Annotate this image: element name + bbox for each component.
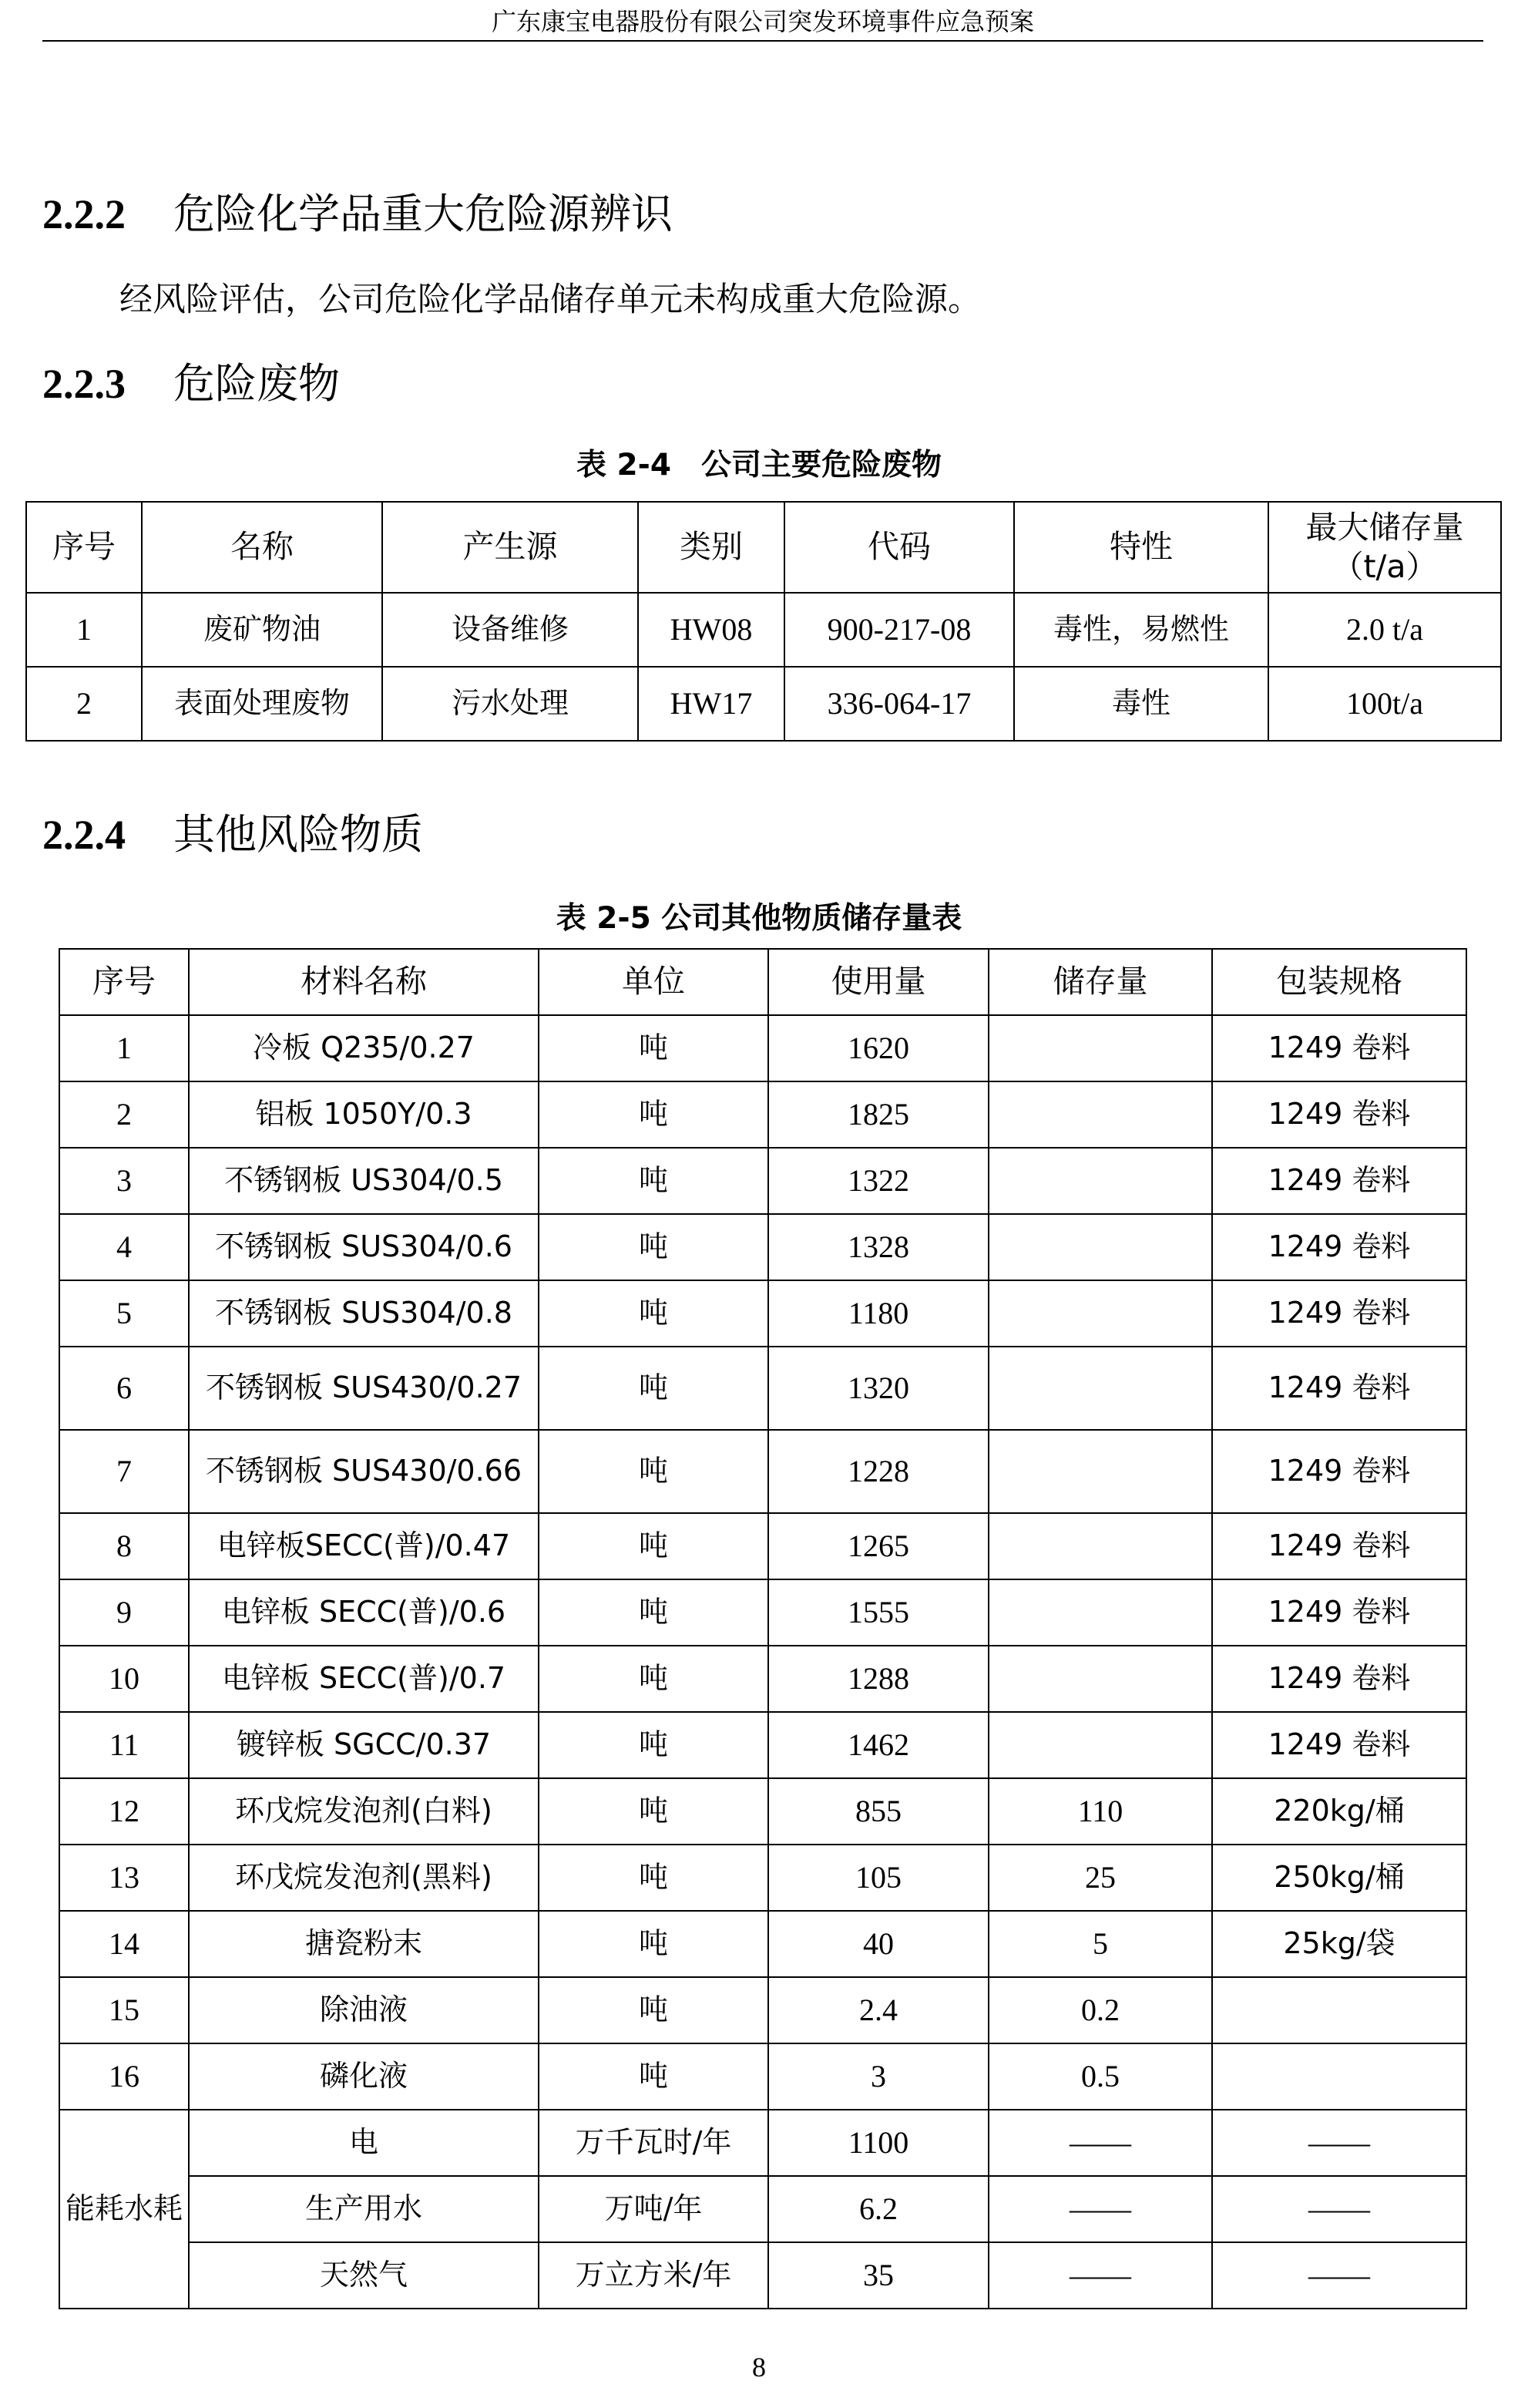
cell <box>989 1579 1212 1646</box>
table-caption: 表 2-4 公司主要危险废物 <box>576 448 942 483</box>
header-cell: 代码 <box>784 502 1014 593</box>
cell: 1249 卷料 <box>1212 1347 1466 1430</box>
cell: 1 <box>26 593 142 667</box>
cell: 污水处理 <box>382 667 638 741</box>
heading-title: 危险化学品重大危险源辨识 <box>173 190 673 238</box>
cell: —— <box>989 2110 1212 2176</box>
cell: 1249 卷料 <box>1212 1712 1466 1778</box>
cell: 6.2 <box>768 2176 989 2242</box>
cell: 吨 <box>539 1430 768 1513</box>
cell: 吨 <box>539 2043 768 2110</box>
cell: 1249 卷料 <box>1212 1579 1466 1646</box>
cell: 1249 卷料 <box>1212 1015 1466 1081</box>
cell: 1620 <box>768 1015 989 1081</box>
cell: 110 <box>989 1778 1212 1845</box>
cell: 吨 <box>539 1712 768 1778</box>
cell: 1320 <box>768 1347 989 1430</box>
cell: 1180 <box>768 1280 989 1347</box>
cell: 1249 卷料 <box>1212 1148 1466 1214</box>
cell: HW17 <box>638 667 784 741</box>
cell: 25 <box>989 1845 1212 1911</box>
cell: 12 <box>59 1778 189 1845</box>
cell: —— <box>1212 2242 1466 2309</box>
page-number: 8 <box>752 2352 766 2383</box>
cell: 不锈钢板 SUS304/0.8 <box>189 1280 539 1347</box>
cell: 表面处理废物 <box>142 667 382 741</box>
cell <box>989 1430 1212 1513</box>
cell: 1288 <box>768 1646 989 1712</box>
cell: 2.4 <box>768 1977 989 2043</box>
cell: 8 <box>59 1513 189 1579</box>
cell: 5 <box>989 1911 1212 1977</box>
cell <box>1212 1977 1466 2043</box>
cell: 废矿物油 <box>142 593 382 667</box>
cell: 电锌板 SECC(普)/0.6 <box>189 1579 539 1646</box>
cell: 吨 <box>539 1347 768 1430</box>
cell: 1825 <box>768 1081 989 1148</box>
header-cell: 序号 <box>26 502 142 593</box>
cell: 10 <box>59 1646 189 1712</box>
table-row <box>59 1015 1466 1081</box>
cell: 1 <box>59 1015 189 1081</box>
cell: 吨 <box>539 1845 768 1911</box>
cell <box>1212 2043 1466 2110</box>
heading-2-2-3 <box>42 351 340 410</box>
cell: 6 <box>59 1347 189 1430</box>
materials-storage-table <box>59 948 1467 2309</box>
table-header-row <box>26 502 1501 593</box>
cell: 万立方米/年 <box>539 2242 768 2309</box>
cell: 1249 卷料 <box>1212 1081 1466 1148</box>
cell: 2 <box>26 667 142 741</box>
cell: 1555 <box>768 1579 989 1646</box>
cell: 1265 <box>768 1513 989 1579</box>
cell: 镀锌板 SGCC/0.37 <box>189 1712 539 1778</box>
cell: 13 <box>59 1845 189 1911</box>
cell: —— <box>989 2242 1212 2309</box>
cell: 吨 <box>539 1778 768 1845</box>
cell: 磷化液 <box>189 2043 539 2110</box>
cell: 2 <box>59 1081 189 1148</box>
cell: HW08 <box>638 593 784 667</box>
cell: —— <box>989 2176 1212 2242</box>
table-row <box>59 1214 1466 1280</box>
header-cell: 名称 <box>142 502 382 593</box>
energy-row <box>59 2242 1466 2309</box>
header-cell: 类别 <box>638 502 784 593</box>
table-row <box>59 1148 1466 1214</box>
table-row <box>59 1977 1466 2043</box>
table-row <box>59 1646 1466 1712</box>
table-row <box>59 1430 1466 1513</box>
cell: 1249 卷料 <box>1212 1430 1466 1513</box>
table-row <box>59 1513 1466 1579</box>
table-row <box>59 1845 1466 1911</box>
cell: 不锈钢板 SUS430/0.66 <box>189 1430 539 1513</box>
cell <box>989 1214 1212 1280</box>
heading-2-2-4 <box>42 802 423 861</box>
heading-number: 2.2.4 <box>42 812 126 858</box>
cell: 0.5 <box>989 2043 1212 2110</box>
cell: 吨 <box>539 1280 768 1347</box>
cell: 万吨/年 <box>539 2176 768 2242</box>
cell: 336-064-17 <box>784 667 1014 741</box>
cell: 1228 <box>768 1430 989 1513</box>
cell: 105 <box>768 1845 989 1911</box>
header-cell: 储存量 <box>989 949 1212 1015</box>
cell: 100t/a <box>1268 667 1501 741</box>
cell: 15 <box>59 1977 189 2043</box>
page-header: 广东康宝电器股份有限公司突发环境事件应急预案 <box>42 6 1483 42</box>
cell: 7 <box>59 1430 189 1513</box>
table-caption: 表 2-5 公司其他物质储存量表 <box>556 901 962 936</box>
cell: 设备维修 <box>382 593 638 667</box>
cell <box>989 1646 1212 1712</box>
body-paragraph: 经风险评估，公司危险化学品储存单元未构成重大危险源。 <box>119 281 981 319</box>
cell: 吨 <box>539 1646 768 1712</box>
cell: 吨 <box>539 1214 768 1280</box>
heading-2-2-2 <box>42 181 673 240</box>
cell: —— <box>1212 2176 1466 2242</box>
cell: 25kg/袋 <box>1212 1911 1466 1977</box>
cell: 铝板 1050Y/0.3 <box>189 1081 539 1148</box>
cell: 855 <box>768 1778 989 1845</box>
table-row <box>59 1347 1466 1430</box>
cell: 3 <box>59 1148 189 1214</box>
header-cell: 产生源 <box>382 502 638 593</box>
cell: 吨 <box>539 1513 768 1579</box>
table-row <box>59 1579 1466 1646</box>
table-row <box>26 667 1501 741</box>
table-row <box>59 1778 1466 1845</box>
cell: 不锈钢板 US304/0.5 <box>189 1148 539 1214</box>
table-row <box>59 2043 1466 2110</box>
energy-label-cell: 能耗水耗 <box>59 2110 189 2309</box>
cell <box>989 1712 1212 1778</box>
cell: 万千瓦时/年 <box>539 2110 768 2176</box>
table-row <box>59 1911 1466 1977</box>
table-row <box>26 593 1501 667</box>
cell <box>989 1280 1212 1347</box>
cell: 不锈钢板 SUS304/0.6 <box>189 1214 539 1280</box>
cell: 1249 卷料 <box>1212 1214 1466 1280</box>
cell: 220kg/桶 <box>1212 1778 1466 1845</box>
cell: 电锌板SECC(普)/0.47 <box>189 1513 539 1579</box>
energy-row <box>59 2176 1466 2242</box>
cell: —— <box>1212 2110 1466 2176</box>
table-row <box>59 1280 1466 1347</box>
table-row <box>59 1081 1466 1148</box>
cell: 吨 <box>539 1148 768 1214</box>
cell: 1328 <box>768 1214 989 1280</box>
cell: 电 <box>189 2110 539 2176</box>
cell <box>989 1148 1212 1214</box>
cell: 1249 卷料 <box>1212 1280 1466 1347</box>
cell: 1249 卷料 <box>1212 1646 1466 1712</box>
header-cell: 材料名称 <box>189 949 539 1015</box>
cell: 0.2 <box>989 1977 1212 2043</box>
cell: 吨 <box>539 1081 768 1148</box>
cell: 14 <box>59 1911 189 1977</box>
header-cell: 包装规格 <box>1212 949 1466 1015</box>
energy-row <box>59 2110 1466 2176</box>
cell <box>989 1081 1212 1148</box>
table-header-row <box>59 949 1466 1015</box>
cell: 9 <box>59 1579 189 1646</box>
cell: 毒性 <box>1014 667 1268 741</box>
cell: 40 <box>768 1911 989 1977</box>
cell: 吨 <box>539 1911 768 1977</box>
cell: 4 <box>59 1214 189 1280</box>
cell: 900-217-08 <box>784 593 1014 667</box>
cell: 吨 <box>539 1977 768 2043</box>
cell: 环戊烷发泡剂(黑料) <box>189 1845 539 1911</box>
cell: 1100 <box>768 2110 989 2176</box>
header-cell: 单位 <box>539 949 768 1015</box>
header-cell: 使用量 <box>768 949 989 1015</box>
cell <box>989 1513 1212 1579</box>
cell: 电锌板 SECC(普)/0.7 <box>189 1646 539 1712</box>
cell: 2.0 t/a <box>1268 593 1501 667</box>
cell: 吨 <box>539 1579 768 1646</box>
hazardous-waste-table <box>25 501 1502 742</box>
cell: 11 <box>59 1712 189 1778</box>
header-cell: 特性 <box>1014 502 1268 593</box>
cell: 1249 卷料 <box>1212 1513 1466 1579</box>
cell: 1322 <box>768 1148 989 1214</box>
cell: 35 <box>768 2242 989 2309</box>
heading-number: 2.2.3 <box>42 361 126 407</box>
heading-title: 其他风险物质 <box>173 810 423 859</box>
cell: 3 <box>768 2043 989 2110</box>
cell: 毒性，易燃性 <box>1014 593 1268 667</box>
cell: 生产用水 <box>189 2176 539 2242</box>
cell: 环戊烷发泡剂(白料) <box>189 1778 539 1845</box>
cell: 1462 <box>768 1712 989 1778</box>
table-row <box>59 1712 1466 1778</box>
cell: 吨 <box>539 1015 768 1081</box>
cell: 搪瓷粉末 <box>189 1911 539 1977</box>
header-cell: 序号 <box>59 949 189 1015</box>
cell: 16 <box>59 2043 189 2110</box>
header-cell: 最大储存量（t/a） <box>1268 502 1501 593</box>
heading-number: 2.2.2 <box>42 191 126 237</box>
cell: 天然气 <box>189 2242 539 2309</box>
cell <box>989 1347 1212 1430</box>
cell: 冷板 Q235/0.27 <box>189 1015 539 1081</box>
cell: 不锈钢板 SUS430/0.27 <box>189 1347 539 1430</box>
cell <box>989 1015 1212 1081</box>
cell: 250kg/桶 <box>1212 1845 1466 1911</box>
heading-title: 危险废物 <box>173 359 340 408</box>
cell: 除油液 <box>189 1977 539 2043</box>
cell: 5 <box>59 1280 189 1347</box>
